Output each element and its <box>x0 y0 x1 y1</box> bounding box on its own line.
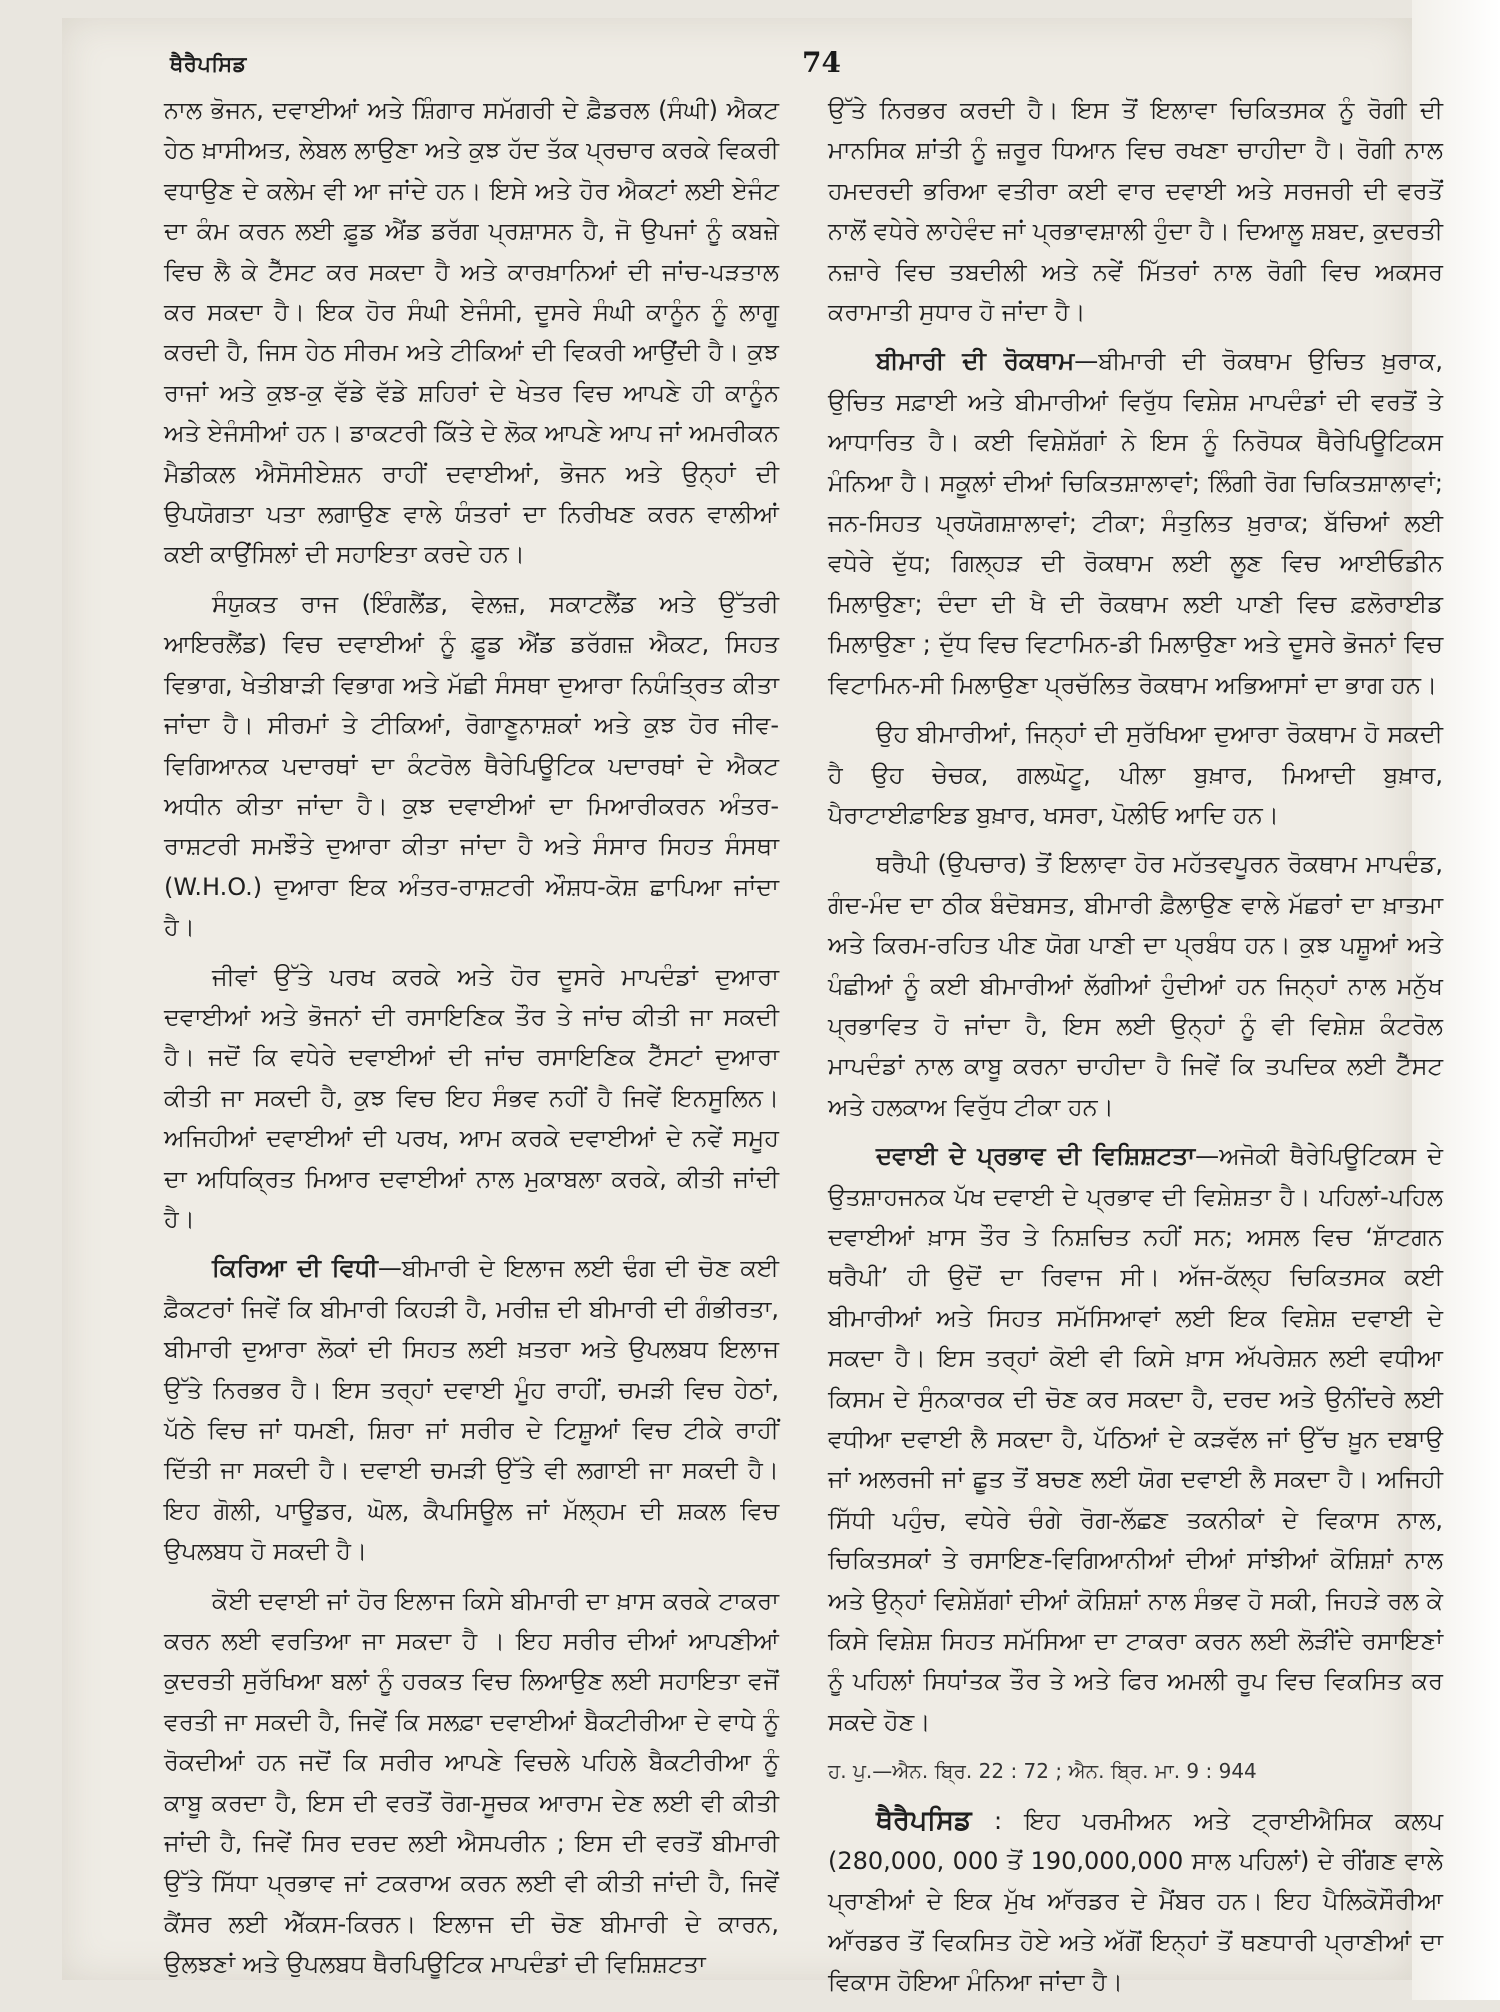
paragraph: ਥਰੈਪੀ (ਉਪਚਾਰ) ਤੋਂ ਇਲਾਵਾ ਹੋਰ ਮਹੱਤਵਪੂਰਨ ਰੋਕਥਾਮ ਮਾਪਦੰਡ, ਗੰਦ-ਮੰਦ ਦਾ ਠੀਕ ਬੰਦੋਬਸਤ, ਬੀਮਾਰੀ ਫ਼ੈਲਾਉਣ ਵਾਲੇ ਮੱਛਰਾਂ ਦਾ ਖ਼ਾਤਮਾ ਅਤੇ ਕਿਰਮ-ਰਹਿਤ ਪੀਣ ਯੋਗ ਪਾਣੀ ਦਾ ਪ੍ਰਬੰਧ ਹਨ। ਕੁਝ ਪਸ਼ੂਆਂ ਅਤੇ ਪੰਛੀਆਂ ਨੂੰ ਕਈ ਬੀਮਾਰੀਆਂ ਲੱਗੀਆਂ ਹੁੰਦੀਆਂ ਹਨ ਜਿਨ੍ਹਾਂ ਨਾਲ ਮਨੁੱਖ ਪ੍ਰਭਾਵਿਤ ਹੋ ਜਾਂਦਾ ਹੈ, ਇਸ ਲਈ ਉਨ੍ਹਾਂ ਨੂੰ ਵੀ ਵਿਸ਼ੇਸ਼ ਕੰਟਰੋਲ ਮਾਪਦੰਡਾਂ ਨਾਲ ਕਾਬੂ ਕਰਨਾ ਚਾਹੀਦਾ ਹੈ ਜਿਵੇਂ ਕਿ ਤਪਦਿਕ ਲਈ ਟੈੱਸਟ ਅਤੇ ਹਲਕਾਅ ਵਿਰੁੱਧ ਟੀਕਾ ਹਨ। <box>828 850 1443 1121</box>
subsection-paragraph <box>828 341 1443 705</box>
subsection-heading: ਬੀਮਾਰੀ ਦੀ ਰੋਕਥਾਮ <box>876 346 1075 376</box>
paragraph: ਕੋਈ ਦਵਾਈ ਜਾਂ ਹੋਰ ਇਲਾਜ ਕਿਸੇ ਬੀਮਾਰੀ ਦਾ ਖ਼ਾਸ ਕਰਕੇ ਟਾਕਰਾ ਕਰਨ ਲਈ ਵਰਤਿਆ ਜਾ ਸਕਦਾ ਹੈ । ਇਹ ਸਰੀਰ ਦੀਆਂ ਆਪਣੀਆਂ ਕੁਦਰਤੀ ਸੁਰੱਖਿਆ ਬਲਾਂ ਨੂੰ ਹਰਕਤ ਵਿਚ ਲਿਆਉਣ ਲਈ ਸਹਾਇਤਾ ਵਜੋਂ ਵਰਤੀ ਜਾ ਸਕਦੀ ਹੈ, ਜਿਵੇਂ ਕਿ ਸਲਫ਼ਾ ਦਵਾਈਆਂ ਬੈਕਟੀਰੀਆ ਦੇ ਵਾਧੇ ਨੂੰ ਰੋਕਦੀਆਂ ਹਨ ਜਦੋਂ ਕਿ ਸਰੀਰ ਆਪਣੇ ਵਿਚਲੇ ਪਹਿਲੇ ਬੈਕਟੀਰੀਆ ਨੂੰ ਕਾਬੂ ਕਰਦਾ ਹੈ, ਇਸ ਦੀ ਵਰਤੋਂ ਰੋਗ-ਸੂਚਕ ਆਰਾਮ ਦੇਣ ਲਈ ਵੀ ਕੀਤੀ ਜਾਂਦੀ ਹੈ, ਜਿਵੇਂ ਸਿਰ ਦਰਦ ਲਈ ਐਸਪਰੀਨ ; ਇਸ ਦੀ ਵਰਤੋਂ ਬੀਮਾਰੀ ਉੱਤੇ ਸਿੱਧਾ ਪ੍ਰਭਾਵ ਜਾਂ ਟਕਰਾਅ ਕਰਨ ਲਈ ਵੀ ਕੀਤੀ ਜਾਂਦੀ ਹੈ, ਜਿਵੇਂ ਕੈਂਸਰ ਲਈ ਐੱਕਸ-ਕਿਰਨ। ਇਲਾਜ ਦੀ ਚੋਣ ਬੀਮਾਰੀ ਦੇ ਕਾਰਨ, ਉਲਝਣਾਂ ਅਤੇ ਉਪਲਬਧ ਥੈਰਪਿਊਟਿਕ ਮਾਪਦੰਡਾਂ ਦੀ ਵਿਸ਼ਿਸ਼ਟਤਾ <box>164 1586 779 1979</box>
paragraph: ਉੱਤੇ ਨਿਰਭਰ ਕਰਦੀ ਹੈ। ਇਸ ਤੋਂ ਇਲਾਵਾ ਚਿਕਿਤਸਕ ਨੂੰ ਰੋਗੀ ਦੀ ਮਾਨਸਿਕ ਸ਼ਾਂਤੀ ਨੂੰ ਜ਼ਰੂਰ ਧਿਆਨ ਵਿਚ ਰਖਣਾ ਚਾਹੀਦਾ ਹੈ। ਰੋਗੀ ਨਾਲ ਹਮਦਰਦੀ ਭਰਿਆ ਵਤੀਰਾ ਕਈ ਵਾਰ ਦਵਾਈ ਅਤੇ ਸਰਜਰੀ ਦੀ ਵਰਤੋਂ ਨਾਲੋਂ ਵਧੇਰੇ ਲਾਹੇਵੰਦ ਜਾਂ ਪ੍ਰਭਾਵਸ਼ਾਲੀ ਹੁੰਦਾ ਹੈ। ਦਿਆਲੂ ਸ਼ਬਦ, ਕੁਦਰਤੀ ਨਜ਼ਾਰੇ ਵਿਚ ਤਬਦੀਲੀ ਅਤੇ ਨਵੇਂ ਮਿੱਤਰਾਂ ਨਾਲ ਰੋਗੀ ਵਿਚ ਅਕਸਰ ਕਰਾਮਾਤੀ ਸੁਧਾਰ ਹੋ ਜਾਂਦਾ ਹੈ। <box>828 96 1443 327</box>
entry-paragraph <box>828 1801 1443 2003</box>
subsection-body: —ਅਜੋਕੀ ਥੈਰੇਪਿਊਟਿਕਸ ਦੇ ਉਤਸ਼ਾਹਜਨਕ ਪੱਖ ਦਵਾਈ ਦੇ ਪ੍ਰਭਾਵ ਦੀ ਵਿਸ਼ੇਸ਼ਤਾ ਹੈ। ਪਹਿਲਾਂ-ਪਹਿਲ ਦਵਾਈਆਂ ਖ਼ਾਸ ਤੌਰ ਤੇ ਨਿਸ਼ਚਿਤ ਨਹੀਂ ਸਨ; ਅਸਲ ਵਿਚ ‘ਸ਼ਾੱਟਗਨ ਥਰੈਪੀ’ ਹੀ ਉਦੋਂ ਦਾ ਰਿਵਾਜ ਸੀ। ਅੱਜ-ਕੱਲ੍ਹ ਚਿਕਿਤਸਕ ਕਈ ਬੀਮਾਰੀਆਂ ਅਤੇ ਸਿਹਤ ਸਮੱਸਿਆਵਾਂ ਲਈ ਇਕ ਵਿਸ਼ੇਸ਼ ਦਵਾਈ ਦੇ ਸਕਦਾ ਹੈ। ਇਸ ਤਰ੍ਹਾਂ ਕੋਈ ਵੀ ਕਿਸੇ ਖ਼ਾਸ ਅੱਪਰੇਸ਼ਨ ਲਈ ਵਧੀਆ ਕਿਸਮ ਦੇ ਸੁੰਨਕਾਰਕ ਦੀ ਚੋਣ ਕਰ ਸਕਦਾ ਹੈ, ਦਰਦ ਅਤੇ ਉਨੀਂਦਰੇ ਲਈ ਵਧੀਆ ਦਵਾਈ ਲੈ ਸਕਦਾ ਹੈ, ਪੱਠਿਆਂ ਦੇ ਕੜਵੱਲ ਜਾਂ ਉੱਚ ਖ਼ੂਨ ਦਬਾਉ ਜਾਂ ਅਲਰਜੀ ਜਾਂ ਛੂਤ ਤੋਂ ਬਚਣ ਲਈ ਯੋਗ ਦਵਾਈ ਲੈ ਸਕਦਾ ਹੈ। ਅਜਿਹੀ ਸਿੱਧੀ ਪਹੁੰਚ, ਵਧੇਰੇ ਚੰਗੇ ਰੋਗ-ਲੱਛਣ ਤਕਨੀਕਾਂ ਦੇ ਵਿਕਾਸ ਨਾਲ, ਚਿਕਿਤਸਕਾਂ ਤੇ ਰਸਾਇਣ-ਵਿਗਿਆਨੀਆਂ ਦੀਆਂ ਸਾਂਝੀਆਂ ਕੋਸ਼ਿਸ਼ਾਂ ਨਾਲ ਅਤੇ ਉਨ੍ਹਾਂ ਵਿਸ਼ੇਸ਼ੱਗਾਂ ਦੀਆਂ ਕੋਸ਼ਿਸ਼ਾਂ ਨਾਲ ਸੰਭਵ ਹੋ ਸਕੀ, ਜਿਹੜੇ ਰਲ ਕੇ ਕਿਸੇ ਵਿਸ਼ੇਸ਼ ਸਿਹਤ ਸਮੱਸਿਆ ਦਾ ਟਾਕਰਾ ਕਰਨ ਲਈ ਲੋੜੀਂਦੇ ਰਸਾਇਣਾਂ ਨੂੰ ਪਹਿਲਾਂ ਸਿਧਾਂਤਕ ਤੌਰ ਤੇ ਅਤੇ ਫਿਰ ਅਮਲੀ ਰੂਪ ਵਿਚ ਵਿਕਸਿਤ ਕਰ ਸਕਦੇ ਹੋਣ। <box>828 1142 1443 1736</box>
entry-body: : ਇਹ ਪਰਮੀਅਨ ਅਤੇ ਟ੍ਰਾਈਐਸਿਕ ਕਲਪ (280,000, 000 ਤੋਂ 190,000,000 ਸਾਲ ਪਹਿਲਾਂ) ਦੇ ਰੀਂਗਣ ਵਾਲੇ ਪ੍ਰਾਣੀਆਂ ਦੇ ਇਕ ਮੁੱਖ ਆੱਰਡਰ ਦੇ ਮੈਂਬਰ ਹਨ। ਇਹ ਪੈਲਿਕੋਸੌਰੀਆ ਆੱਰਡਰ ਤੋਂ ਵਿਕਸਿਤ ਹੋਏ ਅਤੇ ਅੱਗੋਂ ਇਨ੍ਹਾਂ ਤੋਂ ਥਣਧਾਰੀ ਪ੍ਰਾਣੀਆਂ ਦਾ ਵਿਕਾਸ ਹੋਇਆ ਮੰਨਿਆ ਜਾਂਦਾ ਹੈ। <box>828 1806 1443 1997</box>
reference-line: ਹ. ਪੁ.—ਐਨ. ਬ੍ਰਿ. 22 : 72 ; ਐਨ. ਬ੍ਰਿ. ਮਾ. 9 : 944 <box>828 1759 1257 1784</box>
right-column <box>828 90 1443 2012</box>
running-head: ਥੈਰੈਪਸਿਡ <box>170 52 247 76</box>
paragraph: ਸੰਯੁਕਤ ਰਾਜ (ਇੰਗਲੈਂਡ, ਵੇਲਜ਼, ਸਕਾਟਲੈਂਡ ਅਤੇ ਉੱਤਰੀ ਆਇਰਲੈਂਡ) ਵਿਚ ਦਵਾਈਆਂ ਨੂੰ ਫ਼ੂਡ ਐਂਡ ਡਰੱਗਜ਼ ਐਕਟ, ਸਿਹਤ ਵਿਭਾਗ, ਖੇਤੀਬਾੜੀ ਵਿਭਾਗ ਅਤੇ ਮੱਛੀ ਸੰਸਥਾ ਦੁਆਰਾ ਨਿਯੰਤ੍ਰਿਤ ਕੀਤਾ ਜਾਂਦਾ ਹੈ। ਸੀਰਮਾਂ ਤੇ ਟੀਕਿਆਂ, ਰੋਗਾਣੂਨਾਸ਼ਕਾਂ ਅਤੇ ਕੁਝ ਹੋਰ ਜੀਵ-ਵਿਗਿਆਨਕ ਪਦਾਰਥਾਂ ਦਾ ਕੰਟਰੋਲ ਥੈਰੇਪਿਊਟਿਕ ਪਦਾਰਥਾਂ ਦੇ ਐਕਟ ਅਧੀਨ ਕੀਤਾ ਜਾਂਦਾ ਹੈ। ਕੁਝ ਦਵਾਈਆਂ ਦਾ ਮਿਆਰੀਕਰਨ ਅੰਤਰ-ਰਾਸ਼ਟਰੀ ਸਮਝੌਤੇ ਦੁਆਰਾ ਕੀਤਾ ਜਾਂਦਾ ਹੈ ਅਤੇ ਸੰਸਾਰ ਸਿਹਤ ਸੰਸਥਾ (W.H.O.) ਦੁਆਰਾ ਇਕ ਅੰਤਰ-ਰਾਸ਼ਟਰੀ ਔਸ਼ਧ-ਕੋਸ਼ ਛਾਪਿਆ ਜਾਂਦਾ ਹੈ। <box>164 589 779 942</box>
entry-heading: ਥੈਰੈਪਸਿਡ <box>876 1804 972 1836</box>
left-column <box>164 90 779 1994</box>
subsection-paragraph <box>164 1248 779 1571</box>
paragraph: ਜੀਵਾਂ ਉੱਤੇ ਪਰਖ ਕਰਕੇ ਅਤੇ ਹੋਰ ਦੂਸਰੇ ਮਾਪਦੰਡਾਂ ਦੁਆਰਾ ਦਵਾਈਆਂ ਅਤੇ ਭੋਜਨਾਂ ਦੀ ਰਸਾਇਣਿਕ ਤੌਰ ਤੇ ਜਾਂਚ ਕੀਤੀ ਜਾ ਸਕਦੀ ਹੈ। ਜਦੋਂ ਕਿ ਵਧੇਰੇ ਦਵਾਈਆਂ ਦੀ ਜਾਂਚ ਰਸਾਇਣਿਕ ਟੈੱਸਟਾਂ ਦੁਆਰਾ ਕੀਤੀ ਜਾ ਸਕਦੀ ਹੈ, ਕੁਝ ਵਿਚ ਇਹ ਸੰਭਵ ਨਹੀਂ ਹੈ ਜਿਵੇਂ ਇਨਸੂਲਿਨ। ਅਜਿਹੀਆਂ ਦਵਾਈਆਂ ਦੀ ਪਰਖ, ਆਮ ਕਰਕੇ ਦਵਾਈਆਂ ਦੇ ਨਵੇਂ ਸਮੂਹ ਦਾ ਅਧਿਕ੍ਰਿਤ ਮਿਆਰ ਦਵਾਈਆਂ ਨਾਲ ਮੁਕਾਬਲਾ ਕਰਕੇ, ਕੀਤੀ ਜਾਂਦੀ ਹੈ। <box>164 962 779 1233</box>
book-page <box>62 18 1443 1997</box>
page-number: 74 <box>802 46 841 79</box>
subsection-heading: ਕਿਰਿਆ ਦੀ ਵਿਧੀ <box>212 1253 378 1283</box>
paragraph: ਉਹ ਬੀਮਾਰੀਆਂ, ਜਿਨ੍ਹਾਂ ਦੀ ਸੁਰੱਖਿਆ ਦੁਆਰਾ ਰੋਕਥਾਮ ਹੋ ਸਕਦੀ ਹੈ ਉਹ ਚੇਚਕ, ਗਲਘੋਟੂ, ਪੀਲਾ ਬੁਖ਼ਾਰ, ਮਿਆਦੀ ਬੁਖ਼ਾਰ, ਪੈਰਾਟਾਈਫ਼ਾਇਡ ਬੁਖ਼ਾਰ, ਖਸਰਾ, ਪੋਲੀਓ ਆਦਿ ਹਨ। <box>828 720 1443 829</box>
paragraph: ਨਾਲ ਭੋਜਨ, ਦਵਾਈਆਂ ਅਤੇ ਸ਼ਿੰਗਾਰ ਸਮੱਗਰੀ ਦੇ ਫ਼ੈਡਰਲ (ਸੰਘੀ) ਐਕਟ ਹੇਠ ਖ਼ਾਸੀਅਤ, ਲੇਬਲ ਲਾਉਣਾ ਅਤੇ ਕੁਝ ਹੱਦ ਤੱਕ ਪ੍ਰਚਾਰ ਕਰਕੇ ਵਿਕਰੀ ਵਧਾਉਣ ਦੇ ਕਲੇਮ ਵੀ ਆ ਜਾਂਦੇ ਹਨ। ਇਸੇ ਅਤੇ ਹੋਰ ਐਕਟਾਂ ਲਈ ਏਜੰਟ ਦਾ ਕੰਮ ਕਰਨ ਲਈ ਫ਼ੂਡ ਐਂਡ ਡਰੱਗ ਪ੍ਰਸ਼ਾਸਨ ਹੈ, ਜੋ ਉਪਜਾਂ ਨੂੰ ਕਬਜ਼ੇ ਵਿਚ ਲੈ ਕੇ ਟੈੱਸਟ ਕਰ ਸਕਦਾ ਹੈ ਅਤੇ ਕਾਰਖ਼ਾਨਿਆਂ ਦੀ ਜਾਂਚ-ਪੜਤਾਲ ਕਰ ਸਕਦਾ ਹੈ। ਇਕ ਹੋਰ ਸੰਘੀ ਏਜੰਸੀ, ਦੂਸਰੇ ਸੰਘੀ ਕਾਨੂੰਨ ਨੂੰ ਲਾਗੂ ਕਰਦੀ ਹੈ, ਜਿਸ ਹੇਠ ਸੀਰਮ ਅਤੇ ਟੀਕਿਆਂ ਦੀ ਵਿਕਰੀ ਆਉਂਦੀ ਹੈ। ਕੁਝ ਰਾਜਾਂ ਅਤੇ ਕੁਝ-ਕੁ ਵੱਡੇ ਵੱਡੇ ਸ਼ਹਿਰਾਂ ਦੇ ਖੇਤਰ ਵਿਚ ਆਪਣੇ ਹੀ ਕਾਨੂੰਨ ਅਤੇ ਏਜੰਸੀਆਂ ਹਨ। ਡਾਕਟਰੀ ਕਿੱਤੇ ਦੇ ਲੋਕ ਆਪਣੇ ਆਪ ਜਾਂ ਅਮਰੀਕਨ ਮੈਡੀਕਲ ਐਸੋਸੀਏਸ਼ਨ ਰਾਹੀਂ ਦਵਾਈਆਂ, ਭੋਜਨ ਅਤੇ ਉਨ੍ਹਾਂ ਦੀ ਉਪਯੋਗਤਾ ਪਤਾ ਲਗਾਉਣ ਵਾਲੇ ਯੰਤਰਾਂ ਦਾ ਨਿਰੀਖਣ ਕਰਨ ਵਾਲੀਆਂ ਕਈ ਕਾਉਂਸਿਲਾਂ ਦੀ ਸਹਾਇਤਾ ਕਰਦੇ ਹਨ। <box>164 96 779 569</box>
subsection-paragraph <box>828 1136 1443 1742</box>
subsection-body: —ਬੀਮਾਰੀ ਦੇ ਇਲਾਜ ਲਈ ਢੰਗ ਦੀ ਚੋਣ ਕਈ ਫ਼ੈਕਟਰਾਂ ਜਿਵੇਂ ਕਿ ਬੀਮਾਰੀ ਕਿਹੜੀ ਹੈ, ਮਰੀਜ਼ ਦੀ ਬੀਮਾਰੀ ਦੀ ਗੰਭੀਰਤਾ, ਬੀਮਾਰੀ ਦੁਆਰਾ ਲੋਕਾਂ ਦੀ ਸਿਹਤ ਲਈ ਖ਼ਤਰਾ ਅਤੇ ਉਪਲਬਧ ਇਲਾਜ ਉੱਤੇ ਨਿਰਭਰ ਹੈ। ਇਸ ਤਰ੍ਹਾਂ ਦਵਾਈ ਮੂੰਹ ਰਾਹੀਂ, ਚਮੜੀ ਵਿਚ ਹੇਠਾਂ, ਪੱਠੇ ਵਿਚ ਜਾਂ ਧਮਣੀ, ਸ਼ਿਰਾ ਜਾਂ ਸਰੀਰ ਦੇ ਟਿਸ਼ੂਆਂ ਵਿਚ ਟੀਕੇ ਰਾਹੀਂ ਦਿੱਤੀ ਜਾ ਸਕਦੀ ਹੈ। ਦਵਾਈ ਚਮੜੀ ਉੱਤੇ ਵੀ ਲਗਾਈ ਜਾ ਸਕਦੀ ਹੈ। ਇਹ ਗੋਲੀ, ਪਾਊਡਰ, ਘੋਲ, ਕੈਪਸਿਊਲ ਜਾਂ ਮੱਲ੍ਹਮ ਦੀ ਸ਼ਕਲ ਵਿਚ ਉਪਲਬਧ ਹੋ ਸਕਦੀ ਹੈ। <box>164 1254 779 1566</box>
subsection-heading: ਦਵਾਈ ਦੇ ਪ੍ਰਭਾਵ ਦੀ ਵਿਸ਼ਿਸ਼ਟਤਾ <box>876 1141 1196 1171</box>
subsection-body: —ਬੀਮਾਰੀ ਦੀ ਰੋਕਥਾਮ ਉਚਿਤ ਖ਼ੁਰਾਕ, ਉਚਿਤ ਸਫ਼ਾਈ ਅਤੇ ਬੀਮਾਰੀਆਂ ਵਿਰੁੱਧ ਵਿਸ਼ੇਸ਼ ਮਾਪਦੰਡਾਂ ਦੀ ਵਰਤੋਂ ਤੇ ਆਧਾਰਿਤ ਹੈ। ਕਈ ਵਿਸ਼ੇਸ਼ੱਗਾਂ ਨੇ ਇਸ ਨੂੰ ਨਿਰੋਧਕ ਥੈਰੇਪਿਊਟਿਕਸ ਮੰਨਿਆ ਹੈ। ਸਕੂਲਾਂ ਦੀਆਂ ਚਿਕਿਤਸ਼ਾਲਾਵਾਂ; ਲਿੰਗੀ ਰੋਗ ਚਿਕਿਤਸ਼ਾਲਾਵਾਂ; ਜਨ-ਸਿਹਤ ਪ੍ਰਯੋਗਸ਼ਾਲਾਵਾਂ; ਟੀਕਾ; ਸੰਤੁਲਿਤ ਖ਼ੁਰਾਕ; ਬੱਚਿਆਂ ਲਈ ਵਧੇਰੇ ਦੁੱਧ; ਗਿਲ੍ਹੜ ਦੀ ਰੋਕਥਾਮ ਲਈ ਲੂਣ ਵਿਚ ਆਈਓਡੀਨ ਮਿਲਾਉਣਾ; ਦੰਦਾ ਦੀ ਖੈ ਦੀ ਰੋਕਥਾਮ ਲਈ ਪਾਣੀ ਵਿਚ ਫ਼ਲੋਰਾਈਡ ਮਿਲਾਉਣਾ ; ਦੁੱਧ ਵਿਚ ਵਿਟਾਮਿਨ-ਡੀ ਮਿਲਾਉਣਾ ਅਤੇ ਦੂਸਰੇ ਭੋਜਨਾਂ ਵਿਚ ਵਿਟਾਮਿਨ-ਸੀ ਮਿਲਾਉਣਾ ਪ੍ਰਚੱਲਿਤ ਰੋਕਥਾਮ ਅਭਿਆਸਾਂ ਦਾ ਭਾਗ ਹਨ। <box>828 347 1443 699</box>
